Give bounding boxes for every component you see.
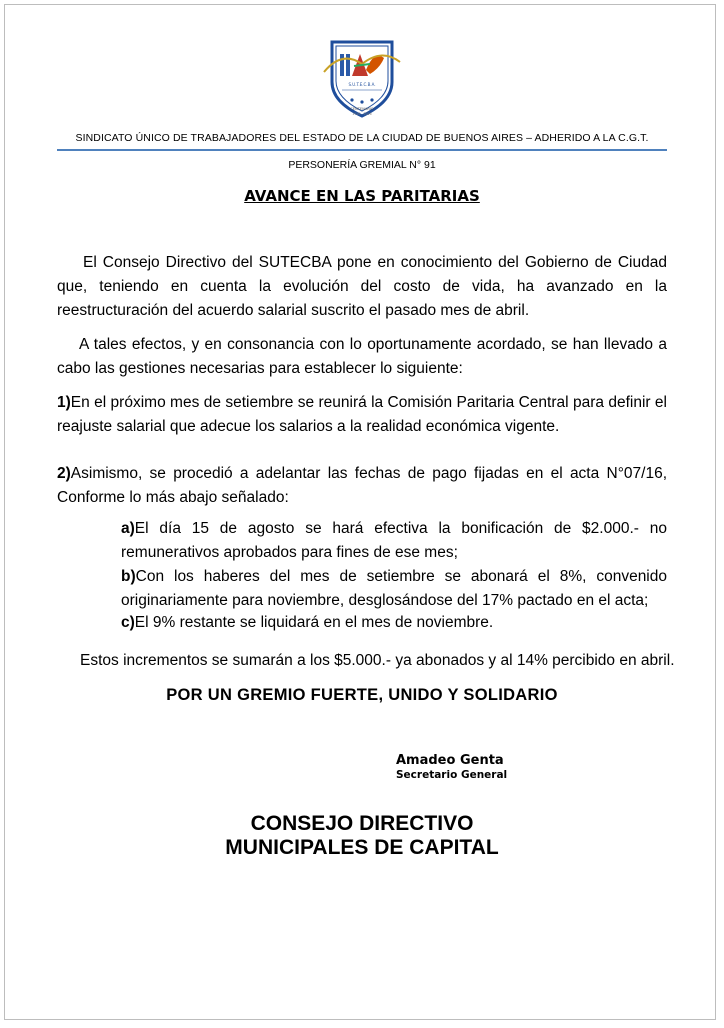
signature-role: Secretario General <box>396 769 508 781</box>
footer-line-2: MUNICIPALES DE CAPITAL <box>225 836 499 859</box>
sub-item-c-text: El 9% restante se liquidará en el mes de noviembre. <box>134 614 494 631</box>
personeria-gremial: PERSONERÍA GREMIAL N° 91 <box>288 159 436 171</box>
sutecba-logo <box>322 40 402 118</box>
paragraph-efectos: A tales efectos, y en consonancia con lo oportunamente acordado, se han llevado a cabo las gestiones necesarias para establecer lo siguiente: <box>57 336 667 377</box>
logo-text-1: S.U.T.E.C.B.A. <box>348 82 376 87</box>
document-title: AVANCE EN LAS PARITARIAS <box>244 187 480 205</box>
sub-item-b <box>121 565 667 613</box>
logo-text-3: 1916 - 2016 <box>352 112 372 116</box>
sub-item-a-label: a) <box>121 520 135 537</box>
sub-item-b-label: b) <box>121 568 136 585</box>
page-border <box>4 4 716 1020</box>
paragraph-incrementos: Estos incrementos se sumarán a los $5.000.- ya abonados y al 14% percibido en abril. <box>80 652 675 669</box>
footer-line-1: CONSEJO DIRECTIVO <box>250 812 474 835</box>
paragraph-point-1 <box>57 391 667 439</box>
sub-item-c <box>121 611 667 635</box>
point-2-label: 2) <box>57 465 71 482</box>
paragraph-intro: El Consejo Directivo del SUTECBA pone en conocimiento del Gobierno de Ciudad que, teniendo en cuenta la evolución del costo de vida, ha avanzado en la reestructuración del acuerdo salarial suscrito el pasado mes de abril. <box>57 254 667 319</box>
sub-item-b-text: Con los haberes del mes de setiembre se abonará el 8%, convenido originariamente para noviembre, desglosándose del 17% pactado en el acta; <box>121 568 667 609</box>
paragraph-point-2 <box>57 462 667 510</box>
point-1-text: En el próximo mes de setiembre se reunirá la Comisión Paritaria Central para definir el reajuste salarial que adecue los salarios a la realidad económica vigente. <box>57 394 667 435</box>
sub-item-a-text: El día 15 de agosto se hará efectiva la bonificación de $2.000.- no remunerativos aprobados para fines de ese mes; <box>121 520 667 561</box>
sub-item-a <box>121 517 667 565</box>
header-rule <box>57 149 667 151</box>
sub-item-c-label: c) <box>121 614 135 631</box>
motto: POR UN GREMIO FUERTE, UNIDO Y SOLIDARIO <box>166 686 558 704</box>
union-header: SINDICATO ÚNICO DE TRABAJADORES DEL ESTADO DE LA CIUDAD DE BUENOS AIRES – ADHERIDO A LA C.G.T. <box>75 132 649 144</box>
point-1-label: 1) <box>57 394 71 411</box>
point-2-text: Asimismo, se procedió a adelantar las fechas de pago fijadas en el acta N°07/16, Conforme lo más abajo señalado: <box>57 465 667 506</box>
logo-text-2: CENTENARIO <box>350 107 374 111</box>
signature-name: Amadeo Genta <box>396 753 504 768</box>
